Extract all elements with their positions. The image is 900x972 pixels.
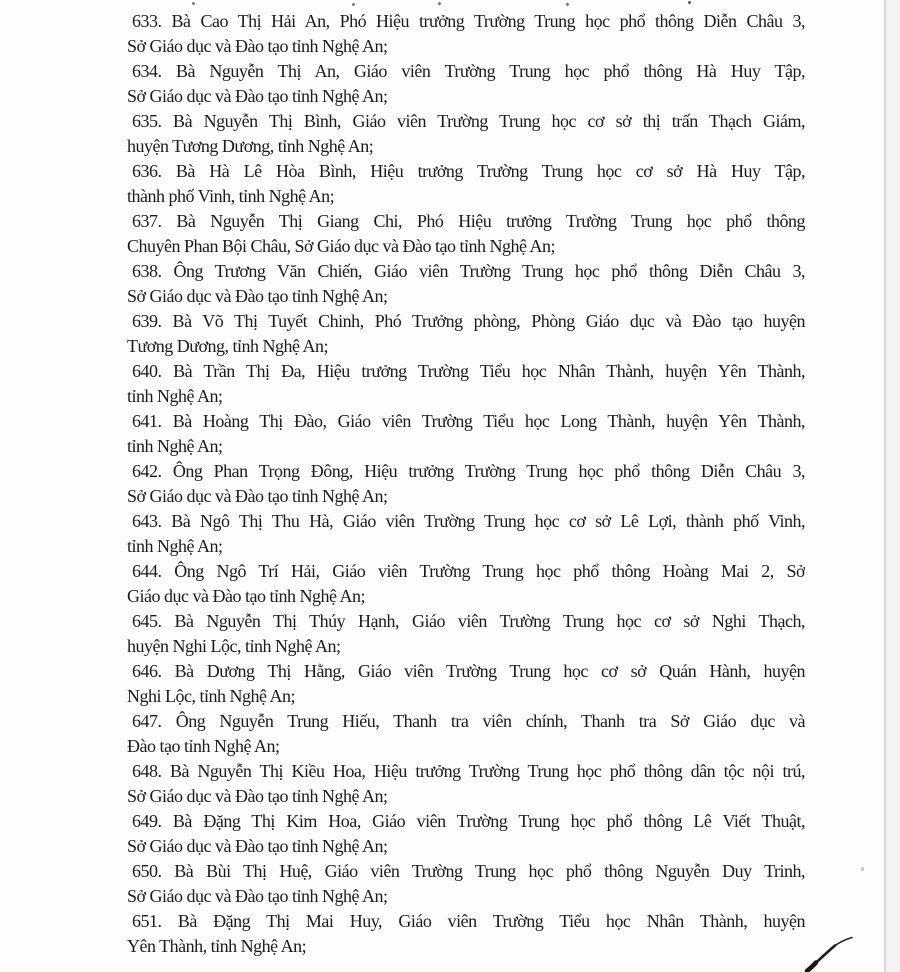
entry-line-2: thành phố Vinh, tỉnh Nghệ An; — [127, 186, 335, 206]
honoree-entry — [127, 559, 805, 609]
honoree-entry — [127, 809, 805, 859]
entry-line-2: tỉnh Nghệ An; — [127, 386, 223, 406]
entry-line-2: Sở Giáo dục và Đào tạo tỉnh Nghệ An; — [127, 886, 388, 906]
top-clipped-text-fragment — [192, 2, 195, 5]
honoree-entry — [127, 9, 805, 59]
entry-line-1: 640. Bà Trần Thị Đa, Hiệu trưởng Trường Tiểu học Nhân Thành, huyện Yên Thành, — [132, 361, 805, 381]
entry-line-2: Sở Giáo dục và Đào tạo tỉnh Nghệ An; — [127, 86, 388, 106]
entry-line-2: Giáo dục và Đào tạo tỉnh Nghệ An; — [127, 586, 365, 606]
entry-line-1: 645. Bà Nguyễn Thị Thúy Hạnh, Giáo viên Trường Trung học cơ sở Nghi Thạch, — [132, 611, 805, 631]
entry-line-1: 646. Bà Dương Thị Hằng, Giáo viên Trường Trung học cơ sở Quán Hành, huyện — [132, 661, 805, 681]
honoree-entry — [127, 509, 805, 559]
entry-line-2: huyện Nghi Lộc, tỉnh Nghệ An; — [127, 636, 341, 656]
entry-line-1: 634. Bà Nguyễn Thị An, Giáo viên Trường Trung học phổ thông Hà Huy Tập, — [132, 61, 805, 81]
honoree-entry — [127, 609, 805, 659]
honoree-entry — [127, 659, 805, 709]
scan-edge-band — [884, 0, 900, 972]
honoree-entry — [127, 159, 805, 209]
entry-line-2: Sở Giáo dục và Đào tạo tỉnh Nghệ An; — [127, 836, 388, 856]
top-clipped-text-fragment — [566, 3, 569, 6]
entry-line-1: 638. Ông Trương Văn Chiến, Giáo viên Trường Trung học phổ thông Diễn Châu 3, — [132, 261, 805, 281]
entry-line-2: tỉnh Nghệ An; — [127, 436, 223, 456]
entry-line-1: 637. Bà Nguyễn Thị Giang Chi, Phó Hiệu trưởng Trường Trung học phổ thông — [132, 211, 805, 231]
entry-line-1: 648. Bà Nguyễn Thị Kiều Hoa, Hiệu trưởng Trường Trung học phổ thông dân tộc nội trú, — [132, 761, 805, 781]
entry-line-2: Tương Dương, tỉnh Nghệ An; — [127, 336, 329, 356]
entry-line-2: Sở Giáo dục và Đào tạo tỉnh Nghệ An; — [127, 36, 388, 56]
entry-line-2: Yên Thành, tỉnh Nghệ An; — [127, 936, 307, 956]
entry-line-1: 641. Bà Hoàng Thị Đào, Giáo viên Trường Tiểu học Long Thành, huyện Yên Thành, — [132, 411, 805, 431]
honoree-entry — [127, 209, 805, 259]
top-clipped-text-fragment — [438, 2, 441, 5]
honoree-entry — [127, 109, 805, 159]
honoree-entry — [127, 709, 805, 759]
entry-line-1: 633. Bà Cao Thị Hải An, Phó Hiệu trưởng Trường Trung học phổ thông Diễn Châu 3, — [132, 11, 805, 31]
honoree-entry — [127, 309, 805, 359]
honoree-entry — [127, 359, 805, 409]
entry-line-1: 647. Ông Nguyễn Trung Hiếu, Thanh tra viên chính, Thanh tra Sở Giáo dục và — [132, 711, 805, 731]
entry-line-2: Đào tạo tỉnh Nghệ An; — [127, 736, 280, 756]
entry-line-1: 643. Bà Ngô Thị Thu Hà, Giáo viên Trường Trung học cơ sở Lê Lợi, thành phố Vinh, — [132, 511, 805, 531]
entry-line-2: Chuyên Phan Bội Châu, Sở Giáo dục và Đào tạo tỉnh Nghệ An; — [127, 236, 555, 256]
entry-line-1: 636. Bà Hà Lê Hòa Bình, Hiệu trưởng Trường Trung học cơ sở Hà Huy Tập, — [132, 161, 805, 181]
entry-line-1: 651. Bà Đặng Thị Mai Huy, Giáo viên Trường Tiểu học Nhân Thành, huyện — [132, 911, 805, 931]
honoree-entry — [127, 59, 805, 109]
entry-line-1: 650. Bà Bùi Thị Huệ, Giáo viên Trường Trung học phổ thông Nguyễn Duy Trinh, — [132, 861, 805, 881]
entry-line-2: Sở Giáo dục và Đào tạo tỉnh Nghệ An; — [127, 486, 388, 506]
scan-speck — [861, 867, 864, 871]
top-clipped-text-fragment — [352, 3, 355, 6]
top-clipped-text-fragment — [688, 1, 691, 4]
entry-line-2: Sở Giáo dục và Đào tạo tỉnh Nghệ An; — [127, 286, 388, 306]
honoree-entry — [127, 759, 805, 809]
honoree-entry — [127, 259, 805, 309]
honoree-entry — [127, 859, 805, 909]
entry-line-1: 639. Bà Võ Thị Tuyết Chinh, Phó Trưởng phòng, Phòng Giáo dục và Đào tạo huyện — [132, 311, 805, 331]
entry-line-2: Sở Giáo dục và Đào tạo tỉnh Nghệ An; — [127, 786, 388, 806]
entry-line-1: 649. Bà Đặng Thị Kim Hoa, Giáo viên Trường Trung học phổ thông Lê Viết Thuật, — [132, 811, 805, 831]
honoree-entry — [127, 909, 805, 959]
entry-line-1: 644. Ông Ngô Trí Hải, Giáo viên Trường Trung học phổ thông Hoàng Mai 2, Sở — [132, 561, 805, 581]
entry-line-2: tỉnh Nghệ An; — [127, 536, 223, 556]
honoree-entry — [127, 409, 805, 459]
entry-line-1: 635. Bà Nguyễn Thị Bình, Giáo viên Trường Trung học cơ sở thị trấn Thạch Giám, — [132, 111, 805, 131]
pen-stroke-mark — [804, 936, 858, 972]
entry-line-1: 642. Ông Phan Trọng Đông, Hiệu trưởng Trường Trung học phổ thông Diễn Châu 3, — [132, 461, 805, 481]
entry-line-2: huyện Tương Dương, tỉnh Nghệ An; — [127, 136, 374, 156]
honoree-list — [127, 9, 805, 959]
entry-line-2: Nghi Lộc, tỉnh Nghệ An; — [127, 686, 295, 706]
honoree-entry — [127, 459, 805, 509]
